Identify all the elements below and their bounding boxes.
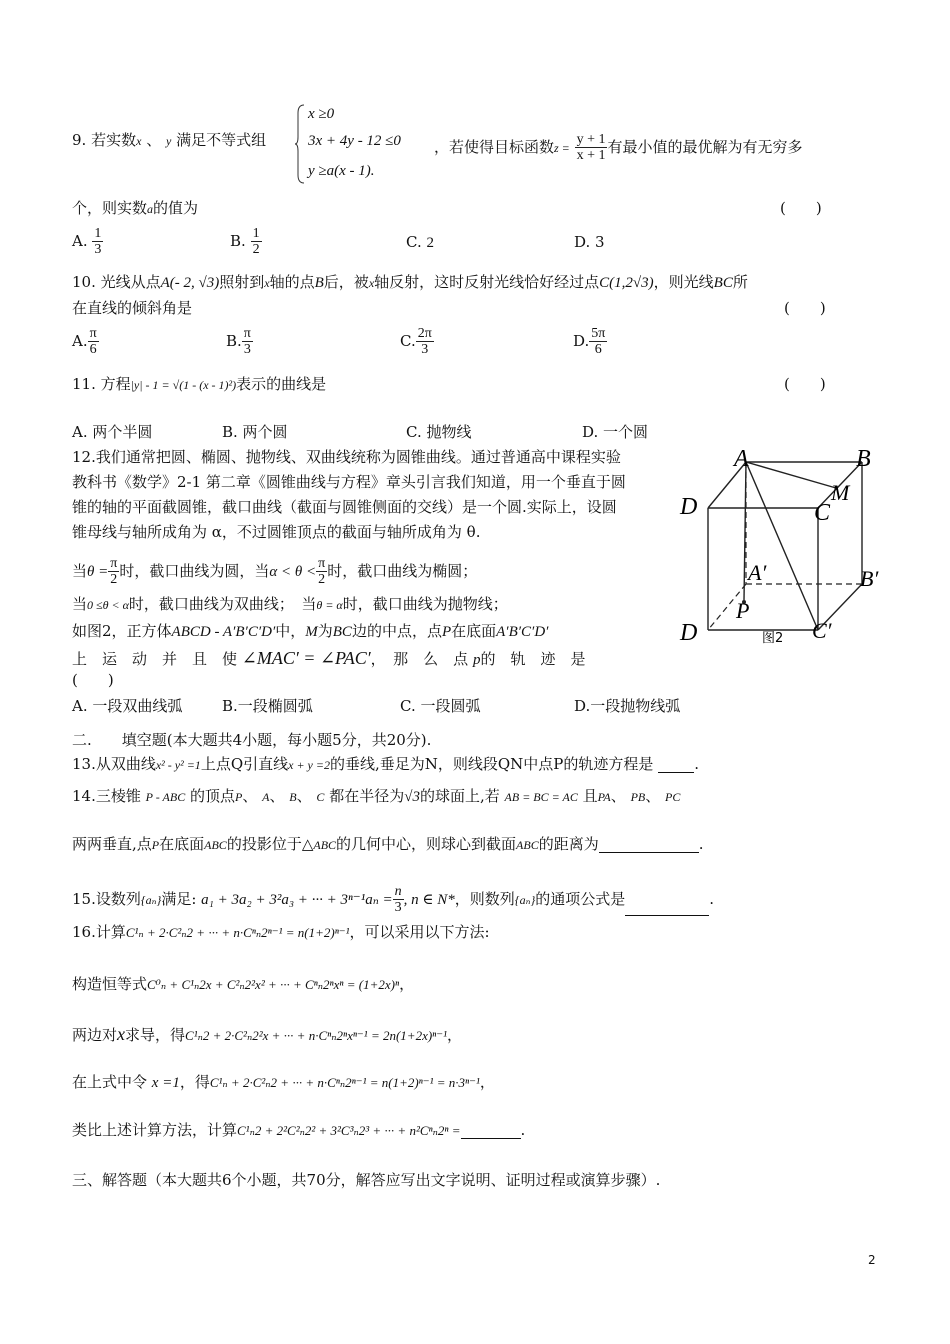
q12-line7: 如图2，正方体ABCD - A′B′C′D′中，M为BC边的中点，点P在底面A′B′C′D′ xyxy=(72,622,549,640)
q12-option-b: B.一段椭圆弧 xyxy=(222,697,313,715)
vertex-B-prime: B′ xyxy=(860,566,879,591)
q9-option-c: C. 2 xyxy=(406,233,434,251)
vertex-C: C xyxy=(814,500,831,526)
q10-option-c: C. $\frac{2\pi}{3}$ xyxy=(400,326,432,358)
q16-line1: 16.计算C¹ₙ + 2·C²ₙ2 + ··· + n·Cⁿₙ2ⁿ⁻¹ = n(1+2)ⁿ⁻¹，可以采用以下方法: xyxy=(72,923,490,941)
vertex-D: D xyxy=(680,494,698,520)
q11-option-c: C. 抛物线 xyxy=(406,423,472,441)
q15-line: 15.设数列{aₙ}满足: a₁ + 3a₂ + 3²a₃ + ··· + 3ⁿ⁻¹aₙ = $\frac{n}{3}$ , n ∈ N*，则数列{aₙ}的通项公式是 . xyxy=(72,884,715,916)
q9-line1b: ，若使得目标函数z = $\frac{y + 1}{x + 1}$ 有最小值的最优解为有无穷多 xyxy=(434,132,803,164)
q12-line6: 当0 ≤θ < α时，截口曲线为双曲线； 当θ = α时，截口曲线为抛物线； xyxy=(72,595,508,613)
q12-option-a: A. 一段双曲线弧 xyxy=(72,697,183,715)
q16-line2: 构造恒等式C⁰ₙ + C¹ₙ2x + C²ₙ2²x² + ··· + Cⁿₙ2ⁿxⁿ = (1+2x)ⁿ， xyxy=(72,975,415,993)
q10-option-b: B. $\frac{\pi}{3}$ xyxy=(226,326,251,358)
section-3-heading: 三、解答题（本大题共6个小题，共70分，解答应写出文字说明、证明过程或演算步骤）. xyxy=(72,1171,661,1189)
q15-answer-blank[interactable] xyxy=(625,914,709,916)
q9-objective-fraction: $\frac{y + 1}{x + 1}$ xyxy=(576,132,606,164)
q10-option-a: A. $\frac{\pi}{6}$ xyxy=(72,326,97,358)
vertex-D-prime: D xyxy=(680,620,698,646)
cube-figure xyxy=(676,440,906,650)
q12-line1: 12.我们通常把圆、椭圆、抛物线、双曲线统称为圆锥曲线。通过普通高中课程实验 xyxy=(72,448,621,466)
q12-line2: 教科书《数学》2-1 第二章《圆锥曲线与方程》章头引言我们知道，用一个垂直于圆 xyxy=(72,473,626,491)
q9-system-3: y ≥a(x - 1). xyxy=(308,163,375,179)
q11-answer-bracket: ( ) xyxy=(784,375,826,393)
q11-option-d: D. 一个圆 xyxy=(582,423,649,441)
q11-option-b: B. 两个圆 xyxy=(222,423,288,441)
q9-system-1: x ≥0 xyxy=(308,106,335,122)
vertex-A: A xyxy=(734,446,749,472)
figure-caption: 图2 xyxy=(762,631,784,646)
q10-line1: 10. 光线从点A(- 2, √3)照射到x轴的点B后，被x轴反射，这时反射光线恰好经过点C(1,2√3)，则光线BC所 xyxy=(72,273,748,291)
q11-line: 11. 方程|y| - 1 = √(1 - (x - 1)²)表示的曲线是 xyxy=(72,375,327,393)
q14-answer-blank[interactable] xyxy=(599,851,699,853)
vertex-A-prime: A′ xyxy=(748,560,767,585)
point-M: M xyxy=(831,480,850,505)
vertex-C-prime: C′ xyxy=(812,618,832,643)
q12-line8: 上 运 动 并 且 使 ∠MAC′ = ∠PAC′， 那 么 点 p的 轨 迹 是 xyxy=(72,648,586,668)
q12-line3: 锥的轴的平面截圆锥，截口曲线（截面与圆锥侧面的交线）是一个圆.实际上，设圆 xyxy=(72,498,617,516)
q10-option-d: D. $\frac{5\pi}{6}$ xyxy=(573,326,606,358)
q16-line4: 在上式中令 x =1，得C¹ₙ + 2·C²ₙ2 + ··· + n·Cⁿₙ2ⁿ⁻¹ = n(1+2)ⁿ⁻¹ = n·3ⁿ⁻¹， xyxy=(72,1073,495,1091)
q9-brace xyxy=(294,103,306,185)
q9-system-2: 3x + 4y - 12 ≤0 xyxy=(308,133,401,149)
q14-line1: 14.三棱锥 P - ABC 的顶点P、 A、 B、 C 都在半径为√3的球面上,若 AB = BC = AC 且PA、 PB、 PC xyxy=(72,787,681,805)
page-number: 2 xyxy=(868,1253,876,1267)
point-P: P xyxy=(736,598,750,623)
q9-answer-bracket: ( ) xyxy=(780,199,822,217)
q16-answer-blank[interactable] xyxy=(461,1137,521,1139)
q9-option-d: D. 3 xyxy=(574,233,605,251)
q14-line2: 两两垂直,点P在底面ABC的投影位于△ABC的几何中心，则球心到截面ABC的距离为 . xyxy=(72,835,704,853)
q12-option-d: D.一段抛物线弧 xyxy=(574,697,681,715)
q9-option-a: A. $\frac{1}{3}$ xyxy=(72,226,102,258)
q16-line3: 两边对x求导，得C¹ₙ2 + 2·C²ₙ2²x + ··· + n·Cⁿₙ2ⁿxⁿ⁻¹ = 2n(1+2x)ⁿ⁻¹， xyxy=(72,1024,463,1044)
q12-option-c: C. 一段圆弧 xyxy=(400,697,481,715)
vertex-B: B xyxy=(856,446,871,472)
q10-answer-bracket: ( ) xyxy=(784,299,826,317)
q9-line1: 9. 若实数x 、 y 满足不等式组 xyxy=(72,131,267,149)
section-2-heading: 二. 填空题(本大题共4小题，每小题5分，共20分). xyxy=(72,731,432,749)
q11-option-a: A. 两个半圆 xyxy=(72,423,153,441)
q12-answer-bracket: ( ) xyxy=(72,671,114,689)
q9-line2: 个，则实数a的值为 xyxy=(72,199,199,217)
q13-line: 13.从双曲线x² - y² =1上点Q引直线x + y =2的垂线,垂足为N，则线段QN中点P的轨迹方程是 . xyxy=(72,755,699,773)
q9-option-b: B. $\frac{1}{2}$ xyxy=(230,226,260,258)
q13-answer-blank[interactable] xyxy=(658,771,694,773)
q12-line5: 当θ = $\frac{\pi}{2}$ 时，截口曲线为圆，当α < θ < $\frac{\pi}{2}$ 时，截口曲线为椭圆； xyxy=(72,556,478,588)
q12-line4: 锥母线与轴所成角为 α，不过圆锥顶点的截面与轴所成角为 θ. xyxy=(72,523,481,541)
q16-line5: 类比上述计算方法，计算C¹ₙ2 + 2²C²ₙ2² + 3²C³ₙ2³ + ··· + n²Cⁿₙ2ⁿ = . xyxy=(72,1121,526,1139)
q10-line2: 在直线的倾斜角是 xyxy=(72,299,193,317)
